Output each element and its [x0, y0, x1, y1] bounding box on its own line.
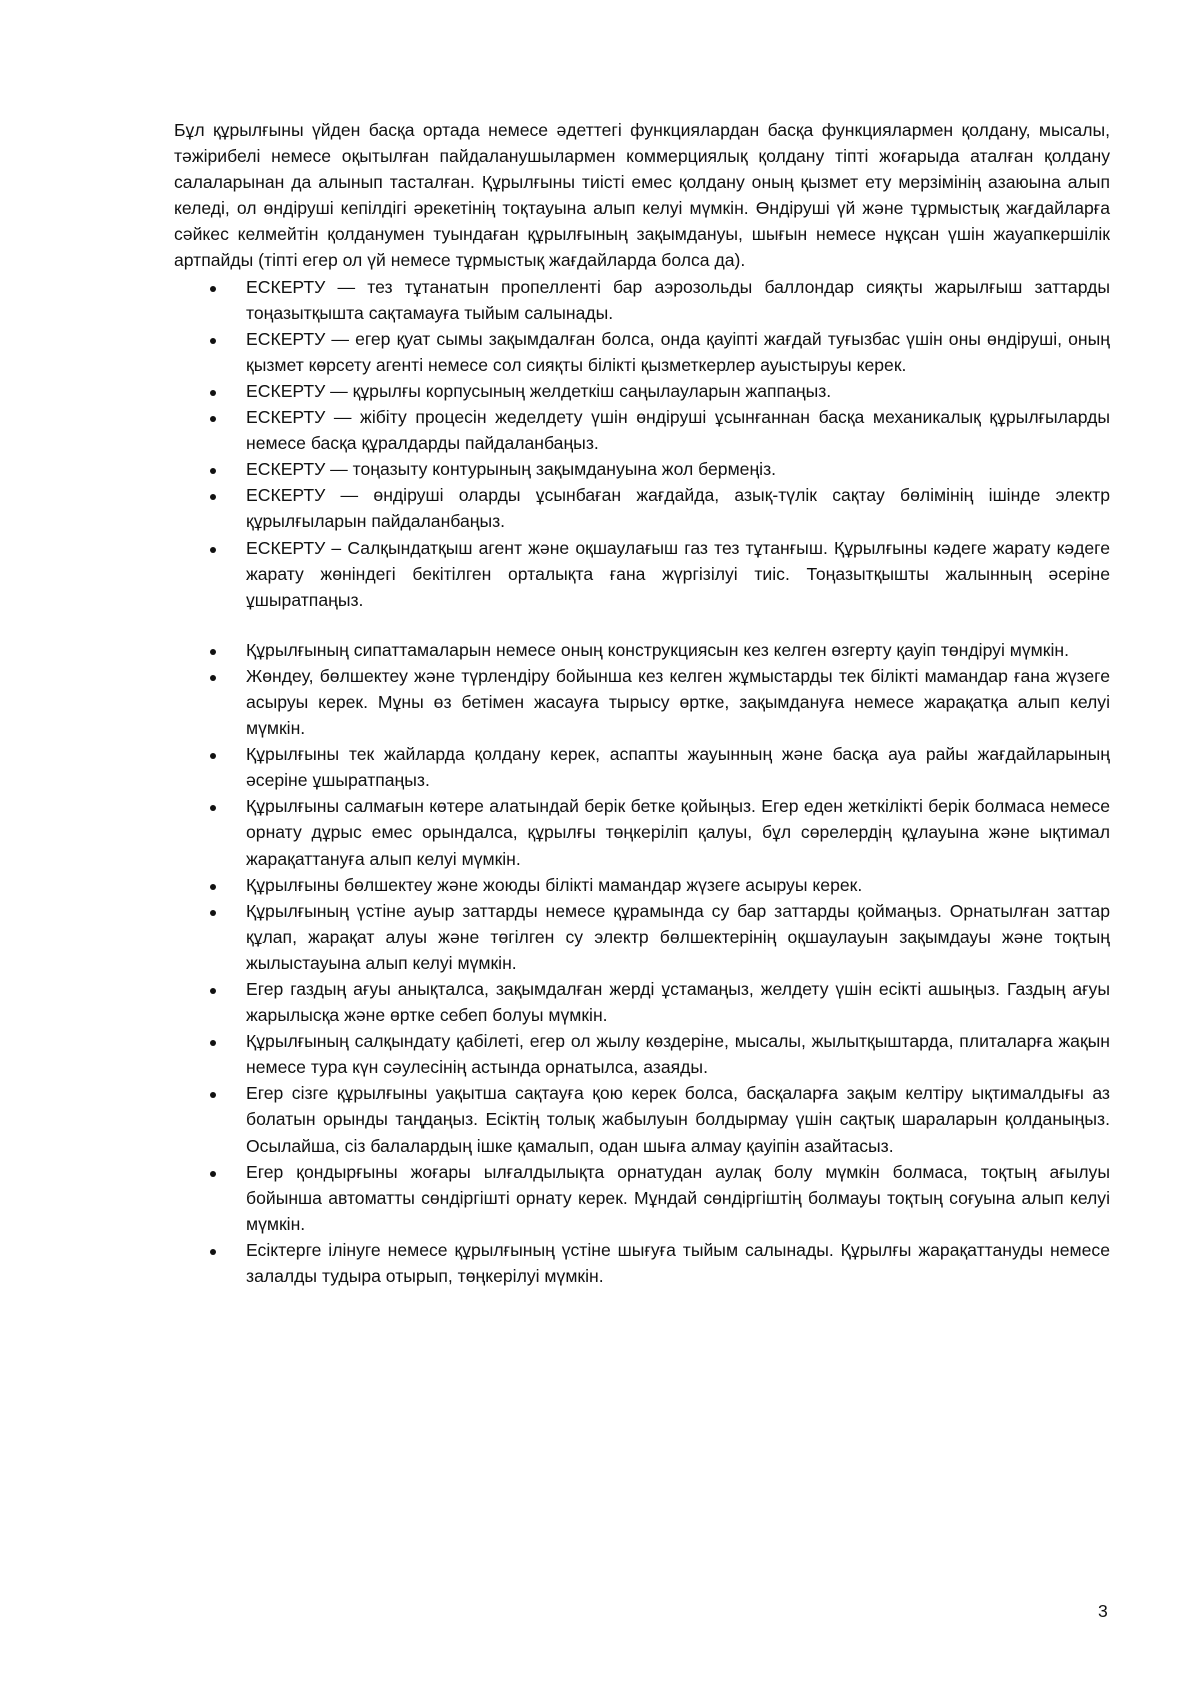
warning-text: ЕСКЕРТУ — тоңазыту контурының зақымдануына жол бермеңіз.: [246, 459, 777, 480]
bullet-icon: [210, 1092, 216, 1098]
warning-text: ЕСКЕРТУ — құрылғы корпусының желдеткіш саңылауларын жаппаңыз.: [246, 380, 832, 401]
warning-text: ЕСКЕРТУ — егер қуат сымы зақымдалған болса, онда қауіпті жағдай туғызбас үшін оны өндіруші, оның қызмет көрсету агенті немесе сол сияқты білікті қызметкерлер ауыстыруы керек.: [246, 328, 1110, 375]
warning-text: ЕСКЕРТУ — тез тұтанатын пропелленті бар аэрозольды баллондар сияқты жарылғыш заттарды тоңазытқышта сақтамауға тыйым салынады.: [246, 276, 1110, 323]
bullet-icon: [210, 988, 216, 994]
bullet-icon: [210, 494, 216, 500]
bullet-icon: [210, 649, 216, 655]
page-number: 3: [1098, 1601, 1108, 1621]
instruction-text: Құрылғыны бөлшектеу және жоюды білікті мамандар жүзеге асыруы керек.: [246, 874, 863, 895]
instruction-text: Егер қондырғыны жоғары ылғалдылықта орнатудан аулақ болу мүмкін болмаса, тоқтың ағылуы бойынша автоматты сөндіргішті орнату керек. Мұндай сөндіргіштің болмауы тоқтың соғуына алып келуі мүмкін.: [246, 1161, 1110, 1234]
warning-item: [174, 274, 1110, 326]
instruction-text: Құрылғының сипаттамаларын немесе оның конструкциясын кез келген өзгерту қауіп төндіруі мүмкін.: [246, 639, 1069, 660]
section-gap: [174, 613, 1110, 637]
warning-item: [174, 378, 1110, 404]
instructions-list: [174, 637, 1110, 1289]
instruction-text: Егер газдың ағуы анықталса, зақымдалған жерді ұстамаңыз, желдету үшін есікті ашыңыз. Газдың ағуы жарылысқа және өртке себеп болуы мүмкін.: [246, 979, 1110, 1026]
instruction-item: [174, 1237, 1110, 1289]
instruction-text: Құрылғының салқындату қабілеті, егер ол жылу көздеріне, мысалы, жылытқыштарда, плиталарға жақын немесе тура күн сәулесінің астында орнатылса, азаяды.: [246, 1031, 1110, 1078]
bullet-icon: [210, 805, 216, 811]
bullet-icon: [210, 1249, 216, 1255]
instruction-item: [174, 1080, 1110, 1158]
instruction-item: [174, 1159, 1110, 1237]
instruction-item: [174, 637, 1110, 663]
warning-item: [174, 404, 1110, 456]
instruction-text: Егер сізге құрылғыны уақытша сақтауға қою керек болса, басқаларға зақым келтіру ықтималдығы аз болатын орынды таңдаңыз. Есіктің толық жабылуын болдырмау үшін сақтық шараларын қолданыңыз. Осылайша, сіз балалардың ішке қамалып, одан шыға алмау қауіпін азайтасыз.: [246, 1083, 1110, 1156]
bullet-icon: [210, 338, 216, 344]
warning-item: [174, 456, 1110, 482]
warnings-list: [174, 274, 1110, 613]
warning-item: [174, 535, 1110, 613]
bullet-icon: [210, 1040, 216, 1046]
instruction-text: Құрылғының үстіне ауыр заттарды немесе құрамында су бар заттарды қоймаңыз. Орнатылған заттар құлап, жарақат алуы және төгілген су электр бөлшектерінің оқшаулауын зақымдауы және тоқтың жылыстауына алып келуі мүмкін.: [246, 900, 1110, 973]
bullet-icon: [210, 1171, 216, 1177]
bullet-icon: [210, 675, 216, 681]
warning-text: ЕСКЕРТУ – Салқындатқыш агент және оқшаулағыш газ тез тұтанғыш. Құрылғыны кәдеге жарату кәдеге жарату жөніндегі бекітілген орталықта ғана жүргізілуі тиіс. Тоңазытқышты жалынның әсеріне ұшыратпаңыз.: [246, 537, 1110, 610]
bullet-icon: [210, 884, 216, 890]
warning-item: [174, 326, 1110, 378]
bullet-icon: [210, 468, 216, 474]
intro-paragraph: Бұл құрылғыны үйден басқа ортада немесе әдеттегі функциялардан басқа функциялармен қолдану, мысалы, тәжірибелі немесе оқытылған пайдаланушылармен коммерциялық қолдану тіпті жоғарыда аталған қолдану салаларынан да алынып тасталған. Құрылғыны тиісті емес қолдану оның қызмет ету мерзімінің азаюына алып келеді, ол өндіруші кепілдігі әрекетінің тоқтауына алып келуі мүмкін. Өндіруші үй және тұрмыстық жағдайларға сәйкес келмейтін қолданумен туындаған құрылғының зақымдануы, шығын немесе нұқсан үшін жауапкершілік артпайды (тіпті егер ол үй немесе тұрмыстық жағдайларда болса да).: [174, 120, 1110, 271]
bullet-icon: [210, 753, 216, 759]
instruction-item: [174, 872, 1110, 898]
bullet-icon: [210, 547, 216, 553]
warning-item: [174, 482, 1110, 534]
instruction-item: [174, 741, 1110, 793]
instruction-item: [174, 663, 1110, 741]
warning-text: ЕСКЕРТУ — жібіту процесін жеделдету үшін өндіруші ұсынғаннан басқа механикалық құрылғыларды немесе басқа құралдарды пайдаланбаңыз.: [246, 407, 1110, 454]
instruction-text: Есіктерге ілінуге немесе құрылғының үстіне шығуға тыйым салынады. Құрылғы жарақаттануды немесе залалды тудыра отырып, төңкерілуі мүмкін.: [246, 1239, 1110, 1287]
instruction-text: Құрылғыны тек жайларда қолдану керек, аспапты жауынның және басқа ауа райы жағдайларының әсеріне ұшыратпаңыз.: [246, 744, 1110, 791]
instruction-item: [174, 976, 1110, 1028]
instruction-item: [174, 793, 1110, 871]
bullet-icon: [210, 910, 216, 916]
instruction-item: [174, 1028, 1110, 1080]
document-page: [174, 117, 1110, 1289]
instruction-text: Құрылғыны салмағын көтере алатындай берік бетке қойыңыз. Егер еден жеткілікті берік болмаса немесе орнату дұрыс емес орындалса, құрылғы төңкеріліп қалуы, бұл сөрелердің құлауына және ықтимал жарақаттануға алып келуі мүмкін.: [246, 796, 1110, 869]
instruction-item: [174, 898, 1110, 976]
warning-text: ЕСКЕРТУ — өндіруші оларды ұсынбаған жағдайда, азық-түлік сақтау бөлімінің ішінде электр құрылғыларын пайдаланбаңыз.: [246, 485, 1110, 532]
bullet-icon: [210, 390, 216, 396]
bullet-icon: [210, 286, 216, 292]
bullet-icon: [210, 416, 216, 422]
instruction-text: Жөндеу, бөлшектеу және түрлендіру бойынша кез келген жұмыстарды тек білікті мамандар ғана жүзеге асыруы керек. Мұны өз бетімен жасауға тырысу өртке, зақымдануға немесе жарақатқа алып келуі мүмкін.: [246, 665, 1110, 739]
